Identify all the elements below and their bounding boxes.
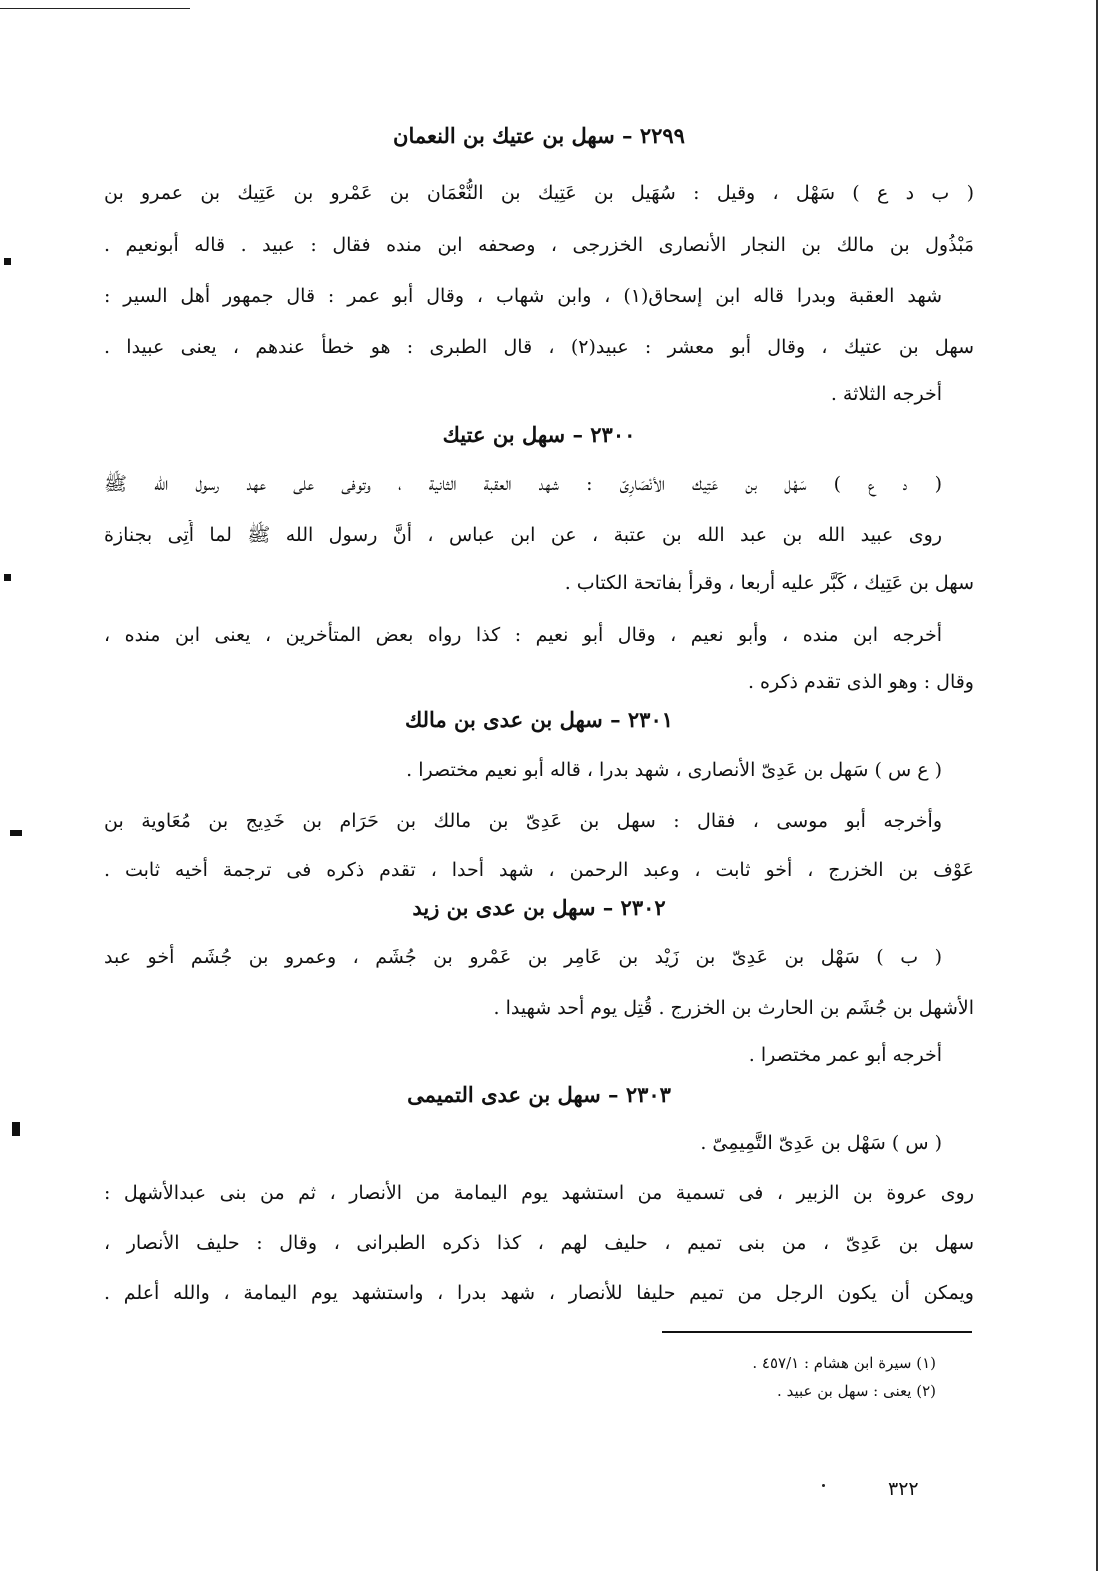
- entry-heading-2303: ٢٣٠٣ – سهل بن عدى التميمى: [407, 1082, 671, 1107]
- margin-speck: [10, 830, 22, 836]
- entry-heading-2299: ٢٢٩٩ – سهل بن عتيك بن النعمان: [393, 123, 685, 148]
- text-line: ( ب د ع ) سَهْل ، وقيل : سُهَيل بن عَتِيك بن النُّعْمَان بن عَمْرو بن عَتِيك بن عمرو بن: [104, 182, 974, 204]
- page-number: ٣٢٢: [888, 1478, 919, 1500]
- text-line: روى عروة بن الزبير ، فى تسمية من استشهد يوم اليمامة من الأنصار ، ثم من بنى عبدالأشهل :: [104, 1182, 974, 1204]
- text-line: أخرجه الثلاثة .: [830, 383, 942, 405]
- text-line: ويمكن أن يكون الرجل من تميم حليفا للأنصار ، شهد بدرا ، واستشهد يوم اليمامة ، والله أعلم .: [104, 1282, 974, 1304]
- text-line: ( ع س ) سَهل بن عَدِىّ الأنصارى ، شهد بدرا ، قاله أبو نعيم مختصرا .: [406, 759, 942, 781]
- text-line: الأشهل بن جُشَم بن الحارث بن الخزرج . قُتِل يوم أحد شهيدا .: [493, 997, 974, 1019]
- entry-heading-2302: ٢٣٠٢ – سهل بن عدى بن زيد: [412, 895, 666, 920]
- print-speck: [822, 1484, 825, 1487]
- text-line: سهل بن عَدِىّ ، من بنى تميم ، حليف لهم ، كذا ذكره الطبرانى ، وقال : حليف الأنصار ،: [104, 1232, 974, 1254]
- margin-speck: [4, 574, 11, 581]
- text-line: سهل بن عَتِيك ، كَبَّر عليه أربعا ، وقرأ بفاتحة الكتاب .: [564, 572, 974, 594]
- text-line: روى عبيد الله بن عبد الله بن عتبة ، عن ابن عباس ، أنَّ رسول الله ﷺ لما أُتِى بجنازة: [104, 524, 942, 546]
- text-line: ( ب ) سَهْل بن عَدِىّ بن زَيْد بن عَامِر بن عَمْرو بن جُشَم ، وعمرو بن جُشَم أخو عبد: [104, 946, 942, 968]
- text-line: أخرجه أبو عمر مختصرا .: [748, 1044, 942, 1066]
- footnote-separator: [662, 1331, 972, 1333]
- text-line: وأخرجه أبو موسى ، فقال : سهل بن عَدِىّ بن مالك بن حَرَام بن خَدِيج بن مُعَاوية بن: [104, 810, 942, 832]
- entry-heading-2301: ٢٣٠١ – سهل بن عدى بن مالك: [404, 707, 674, 732]
- text-line: أخرجه ابن منده ، وأبو نعيم ، وقال أبو نعيم : كذا رواه بعض المتأخرين ، يعنى ابن منده ،: [104, 624, 942, 646]
- scan-edge-line-top: [0, 8, 190, 9]
- footnote-2: (٢) يعنى : سهل بن عبيد .: [777, 1382, 936, 1400]
- text-line: سهل بن عتيك ، وقال أبو معشر : عبيد(٢) ، قال الطبرى : هو خطأ عندهم ، يعنى عبيدا .: [104, 336, 974, 358]
- text-line: وقال : وهو الذى تقدم ذكره .: [747, 671, 974, 693]
- text-line: ( د ع ) سَهْل بن عَتِيك الأنْصَارِىّ : شهد العقبة الثانية ، وتوفى على عهد رسول الله ﷺ: [104, 473, 942, 495]
- text-line: ( س ) سَهْل بن عَدِىّ التَّمِيمِىّ .: [700, 1132, 942, 1154]
- margin-speck: [12, 1122, 20, 1136]
- text-line: مَبْذُول بن مالك بن النجار الأنصارى الخزرجى ، وصحفه ابن منده فقال : عبيد . قاله أبونعيم .: [104, 234, 974, 256]
- footnote-1: (١) سيرة ابن هشام : ٤٥٧/١ .: [752, 1354, 936, 1372]
- text-line: عَوْف بن الخزرج ، أخو ثابت ، وعبد الرحمن ، شهد أحدا ، تقدم ذكره فى ترجمة أخيه ثابت .: [104, 859, 974, 881]
- entry-heading-2300: ٢٣٠٠ – سهل بن عتيك: [442, 422, 636, 447]
- scan-edge-line-right: [1096, 0, 1098, 1571]
- text-line: شهد العقبة وبدرا قاله ابن إسحاق(١) ، وابن شهاب ، وقال أبو عمر : قال جمهور أهل السير :: [104, 285, 942, 307]
- margin-speck: [4, 258, 11, 265]
